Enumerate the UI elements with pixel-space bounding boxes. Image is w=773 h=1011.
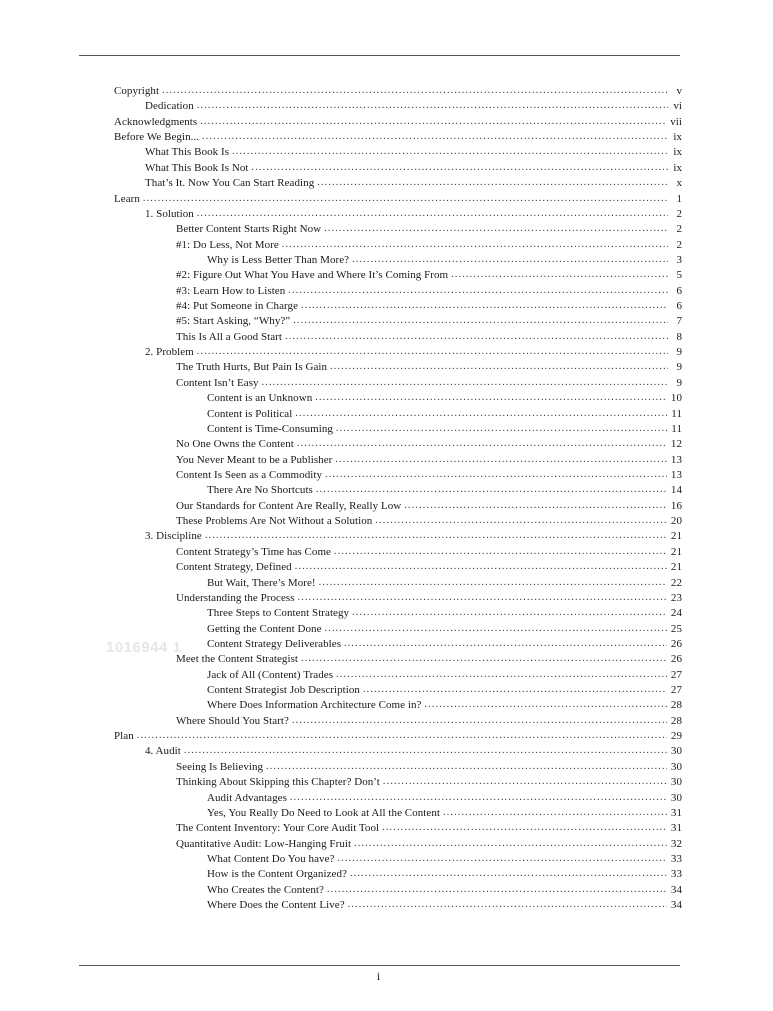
toc-entry-page: 33 [670, 852, 682, 865]
toc-entry-title: What Content Do You have? [207, 852, 335, 865]
toc-entry[interactable] [114, 637, 682, 652]
watermark: 1016944 1 [106, 639, 182, 656]
toc-entry-page: vi [673, 100, 682, 113]
toc-entry-page: 25 [670, 622, 682, 635]
dot-leader [315, 390, 667, 405]
toc-entry-page: 16 [670, 499, 682, 512]
dot-leader [293, 313, 668, 328]
toc-entry-page: 33 [670, 868, 682, 881]
dot-leader [330, 359, 668, 374]
toc-entry[interactable] [114, 115, 682, 130]
toc-entry-page: 11 [671, 422, 682, 435]
dot-leader [324, 221, 668, 236]
toc-entry-title: Where Should You Start? [176, 714, 289, 727]
toc-entry-page: 28 [670, 714, 682, 727]
toc-entry-page: x [676, 177, 682, 190]
toc-entry-title: Jack of All (Content) Trades [207, 668, 334, 681]
toc-entry-page: 3 [676, 253, 682, 266]
toc-entry-page: 5 [676, 269, 682, 282]
toc-entry-page: 27 [670, 668, 682, 681]
toc-entry-title: Plan [114, 730, 134, 743]
toc-entry-page: 8 [676, 330, 682, 343]
toc-entry-title: Dedication [145, 100, 194, 113]
dot-leader [197, 344, 668, 359]
toc-entry-page: 31 [670, 806, 682, 819]
toc-entry-page: 23 [670, 591, 682, 604]
dot-leader [363, 682, 667, 697]
toc-entry[interactable] [114, 238, 682, 253]
toc-entry-page: 13 [670, 468, 682, 481]
toc-entry-page: 12 [670, 438, 682, 451]
toc-entry-page: 11 [671, 407, 682, 420]
dot-leader [404, 498, 667, 513]
dot-leader [197, 98, 668, 113]
toc-entry[interactable] [114, 192, 682, 207]
toc-entry-title: You Never Meant to be a Publisher [176, 453, 333, 466]
toc-entry-title: Audit Advantages [207, 791, 287, 804]
toc-entry[interactable] [114, 422, 682, 437]
toc-entry-page: 7 [676, 315, 682, 328]
toc-entry-title: Who Creates the Content? [207, 883, 324, 896]
toc-entry-title: Before We Begin... [114, 131, 200, 144]
dot-leader [382, 820, 667, 835]
toc-entry-page: 21 [670, 545, 682, 558]
toc-entry-title: These Problems Are Not Without a Solution [176, 515, 373, 528]
toc-entry[interactable] [114, 514, 682, 529]
toc-entry[interactable] [114, 391, 682, 406]
dot-leader [319, 575, 667, 590]
dot-leader [327, 882, 667, 897]
toc-entry[interactable] [114, 483, 682, 498]
toc-entry-title: 2. Problem [145, 346, 194, 359]
toc-entry-title: Acknowledgments [114, 115, 198, 128]
dot-leader [298, 590, 667, 605]
toc-entry-page: 29 [670, 730, 682, 743]
toc-entry[interactable] [114, 314, 682, 329]
toc-entry-title: Where Does the Content Live? [207, 899, 345, 912]
toc-entry[interactable] [114, 161, 682, 176]
dot-leader [336, 421, 667, 436]
header-rule [79, 55, 680, 56]
toc-entry-title: Content Is Seen as a Commodity [176, 468, 323, 481]
toc-entry[interactable] [114, 407, 682, 422]
toc-entry-title: The Truth Hurts, But Pain Is Gain [176, 361, 328, 374]
toc-entry-page: 2 [676, 223, 682, 236]
dot-leader [266, 759, 667, 774]
toc-entry-title: Content is Political [207, 407, 293, 420]
toc-entry-title: Understanding the Process [176, 591, 295, 604]
toc-entry-title: Copyright [114, 85, 160, 97]
toc-entry-page: 22 [670, 576, 682, 589]
dot-leader [424, 697, 666, 712]
dot-leader [352, 252, 668, 267]
toc-entry-title: 1. Solution [145, 207, 194, 220]
dot-leader [443, 805, 667, 820]
dot-leader [202, 129, 668, 144]
dot-leader [292, 713, 667, 728]
toc-entry-title: Content Strategist Job Description [207, 684, 360, 697]
toc-entry[interactable] [114, 867, 682, 882]
toc-entry-page: 34 [670, 899, 682, 912]
toc-entry[interactable] [114, 376, 682, 391]
toc-entry[interactable] [114, 837, 682, 852]
table-of-contents [114, 84, 682, 913]
toc-entry[interactable] [114, 668, 682, 683]
toc-entry[interactable] [114, 499, 682, 514]
toc-entry-page: 30 [670, 745, 682, 758]
dot-leader [334, 544, 667, 559]
toc-entry-title: #2: Figure Out What You Have and Where It’s Coming From [176, 269, 449, 282]
toc-entry-page: 21 [670, 561, 682, 574]
toc-entry-title: Content Strategy’s Time has Come [176, 545, 331, 558]
toc-entry[interactable] [114, 145, 682, 160]
dot-leader [288, 283, 668, 298]
dot-leader [282, 237, 668, 252]
dot-leader [301, 298, 668, 313]
dot-leader [336, 667, 667, 682]
toc-entry[interactable] [114, 898, 682, 913]
toc-entry-title: How is the Content Organized? [207, 868, 347, 881]
toc-entry[interactable] [114, 852, 682, 867]
toc-entry-page: 9 [676, 376, 682, 389]
toc-entry-page: 6 [676, 300, 682, 313]
toc-entry-title: Content is Time-Consuming [207, 422, 333, 435]
dot-leader [348, 897, 667, 912]
toc-entry-title: This Is All a Good Start [176, 330, 283, 343]
toc-entry-page: ix [673, 146, 682, 159]
toc-entry-page: 6 [676, 284, 682, 297]
dot-leader [290, 790, 667, 805]
toc-entry[interactable] [114, 806, 682, 821]
toc-entry-title: Content Strategy Deliverables [207, 637, 342, 650]
dot-leader [337, 851, 666, 866]
toc-entry-page: 20 [670, 515, 682, 528]
dot-leader [301, 651, 667, 666]
dot-leader [184, 743, 667, 758]
dot-leader [335, 452, 667, 467]
toc-entry-page: 24 [670, 607, 682, 620]
toc-entry-title: Three Steps to Content Strategy [207, 607, 350, 620]
dot-leader [451, 267, 668, 282]
toc-entry-page: ix [673, 131, 682, 144]
toc-entry[interactable] [114, 222, 682, 237]
toc-entry[interactable] [114, 821, 682, 836]
toc-entry-page: 2 [676, 238, 682, 251]
dot-leader [325, 467, 667, 482]
dot-leader [344, 636, 667, 651]
dot-leader [317, 175, 668, 190]
toc-entry-title: Content Isn’t Easy [176, 376, 259, 389]
toc-entry[interactable] [114, 606, 682, 621]
toc-entry[interactable] [114, 791, 682, 806]
dot-leader [375, 513, 667, 528]
toc-entry-title: There Are No Shortcuts [207, 484, 313, 497]
toc-entry-title: Learn [114, 192, 140, 205]
dot-leader [200, 114, 666, 129]
footer-rule [79, 965, 680, 966]
toc-entry[interactable] [114, 652, 682, 667]
toc-entry[interactable] [114, 268, 682, 283]
toc-entry[interactable] [114, 253, 682, 268]
toc-entry[interactable] [114, 207, 682, 222]
toc-entry[interactable] [114, 622, 682, 637]
dot-leader [232, 144, 668, 159]
toc-entry-title: Content Strategy, Defined [176, 561, 292, 574]
toc-entry[interactable] [114, 299, 682, 314]
toc-entry-title: Seeing Is Believing [176, 760, 264, 773]
toc-entry-page: ix [673, 161, 682, 174]
toc-entry[interactable] [114, 360, 682, 375]
toc-entry-title: Yes, You Really Do Need to Look at All the Content [207, 806, 440, 819]
toc-entry[interactable] [114, 683, 682, 698]
toc-entry[interactable] [114, 529, 682, 544]
dot-leader [197, 206, 668, 221]
toc-entry-title: What This Book Is Not [145, 161, 249, 174]
toc-entry-title: #4: Put Someone in Charge [176, 300, 299, 313]
toc-entry-page: 13 [670, 453, 682, 466]
toc-entry[interactable] [114, 760, 682, 775]
toc-entry-title: Quantitative Audit: Low-Hanging Fruit [176, 837, 352, 850]
dot-leader [285, 329, 668, 344]
toc-entry[interactable] [114, 284, 682, 299]
toc-entry-title: #1: Do Less, Not More [176, 238, 279, 251]
toc-entry-page: 30 [670, 760, 682, 773]
dot-leader [162, 83, 668, 98]
toc-entry-title: What This Book Is [145, 146, 230, 159]
toc-entry-page: 32 [670, 837, 682, 850]
toc-entry[interactable] [114, 744, 682, 759]
toc-entry[interactable] [114, 714, 682, 729]
toc-entry-page: 26 [670, 637, 682, 650]
toc-entry[interactable] [114, 84, 682, 99]
toc-entry[interactable] [114, 545, 682, 560]
toc-entry[interactable] [114, 560, 682, 575]
toc-entry-title: Thinking About Skipping this Chapter? Don’t [176, 776, 380, 789]
toc-entry[interactable] [114, 437, 682, 452]
toc-entry-page: 10 [670, 392, 682, 405]
dot-leader [354, 836, 667, 851]
toc-entry-page: 14 [670, 484, 682, 497]
toc-entry-title: 4. Audit [145, 745, 181, 758]
toc-entry[interactable] [114, 576, 682, 591]
toc-entry-page: v [676, 85, 682, 97]
toc-entry-title: 3. Discipline [145, 530, 202, 543]
toc-entry-title: The Content Inventory: Your Core Audit Tool [176, 822, 380, 835]
toc-entry-title: That’s It. Now You Can Start Reading [145, 177, 315, 190]
page-number: i [376, 969, 381, 983]
toc-entry[interactable] [114, 345, 682, 360]
toc-entry-page: 1 [676, 192, 682, 205]
toc-entry[interactable] [114, 698, 682, 713]
dot-leader [295, 406, 667, 421]
toc-entry-title: Why is Less Better Than More? [207, 253, 350, 266]
toc-entry-title: #5: Start Asking, “Why?” [176, 315, 291, 328]
dot-leader [295, 559, 667, 574]
toc-entry-title: Better Content Starts Right Now [176, 223, 322, 236]
toc-entry-page: 2 [676, 207, 682, 220]
dot-leader [252, 160, 668, 175]
toc-entry-page: 27 [670, 684, 682, 697]
toc-entry-page: 9 [676, 346, 682, 359]
toc-entry-title: #3: Learn How to Listen [176, 284, 286, 297]
toc-entry-title: Meet the Content Strategist [176, 653, 299, 666]
toc-entry[interactable] [114, 729, 682, 744]
dot-leader [325, 621, 667, 636]
toc-entry[interactable] [114, 775, 682, 790]
toc-entry[interactable] [114, 330, 682, 345]
toc-entry-title: Our Standards for Content Are Really, Really Low [176, 499, 402, 512]
dot-leader [262, 375, 668, 390]
toc-entry-title: Where Does Information Architecture Come in? [207, 699, 422, 712]
toc-entry[interactable] [114, 176, 682, 191]
toc-entry-page: 28 [670, 699, 682, 712]
dot-leader [205, 528, 667, 543]
dot-leader [297, 436, 667, 451]
toc-entry-page: 21 [670, 530, 682, 543]
toc-entry-page: 30 [670, 776, 682, 789]
toc-entry-title: Getting the Content Done [207, 622, 322, 635]
toc-entry-page: 26 [670, 653, 682, 666]
toc-entry[interactable] [114, 453, 682, 468]
dot-leader [350, 866, 667, 881]
dot-leader [143, 191, 668, 206]
dot-leader [137, 728, 667, 743]
toc-entry[interactable] [114, 99, 682, 114]
dot-leader [383, 774, 667, 789]
toc-entry[interactable] [114, 883, 682, 898]
toc-entry-page: 30 [670, 791, 682, 804]
toc-entry[interactable] [114, 591, 682, 606]
dot-leader [352, 605, 667, 620]
toc-entry-title: But Wait, There’s More! [207, 576, 316, 589]
toc-entry-title: No One Owns the Content [176, 438, 294, 451]
toc-entry-title: Content is an Unknown [207, 392, 313, 405]
toc-entry[interactable] [114, 130, 682, 145]
dot-leader [316, 482, 667, 497]
toc-entry-page: 31 [670, 822, 682, 835]
toc-entry-page: vii [670, 115, 682, 128]
toc-entry[interactable] [114, 468, 682, 483]
toc-entry-page: 9 [676, 361, 682, 374]
toc-entry-page: 34 [670, 883, 682, 896]
